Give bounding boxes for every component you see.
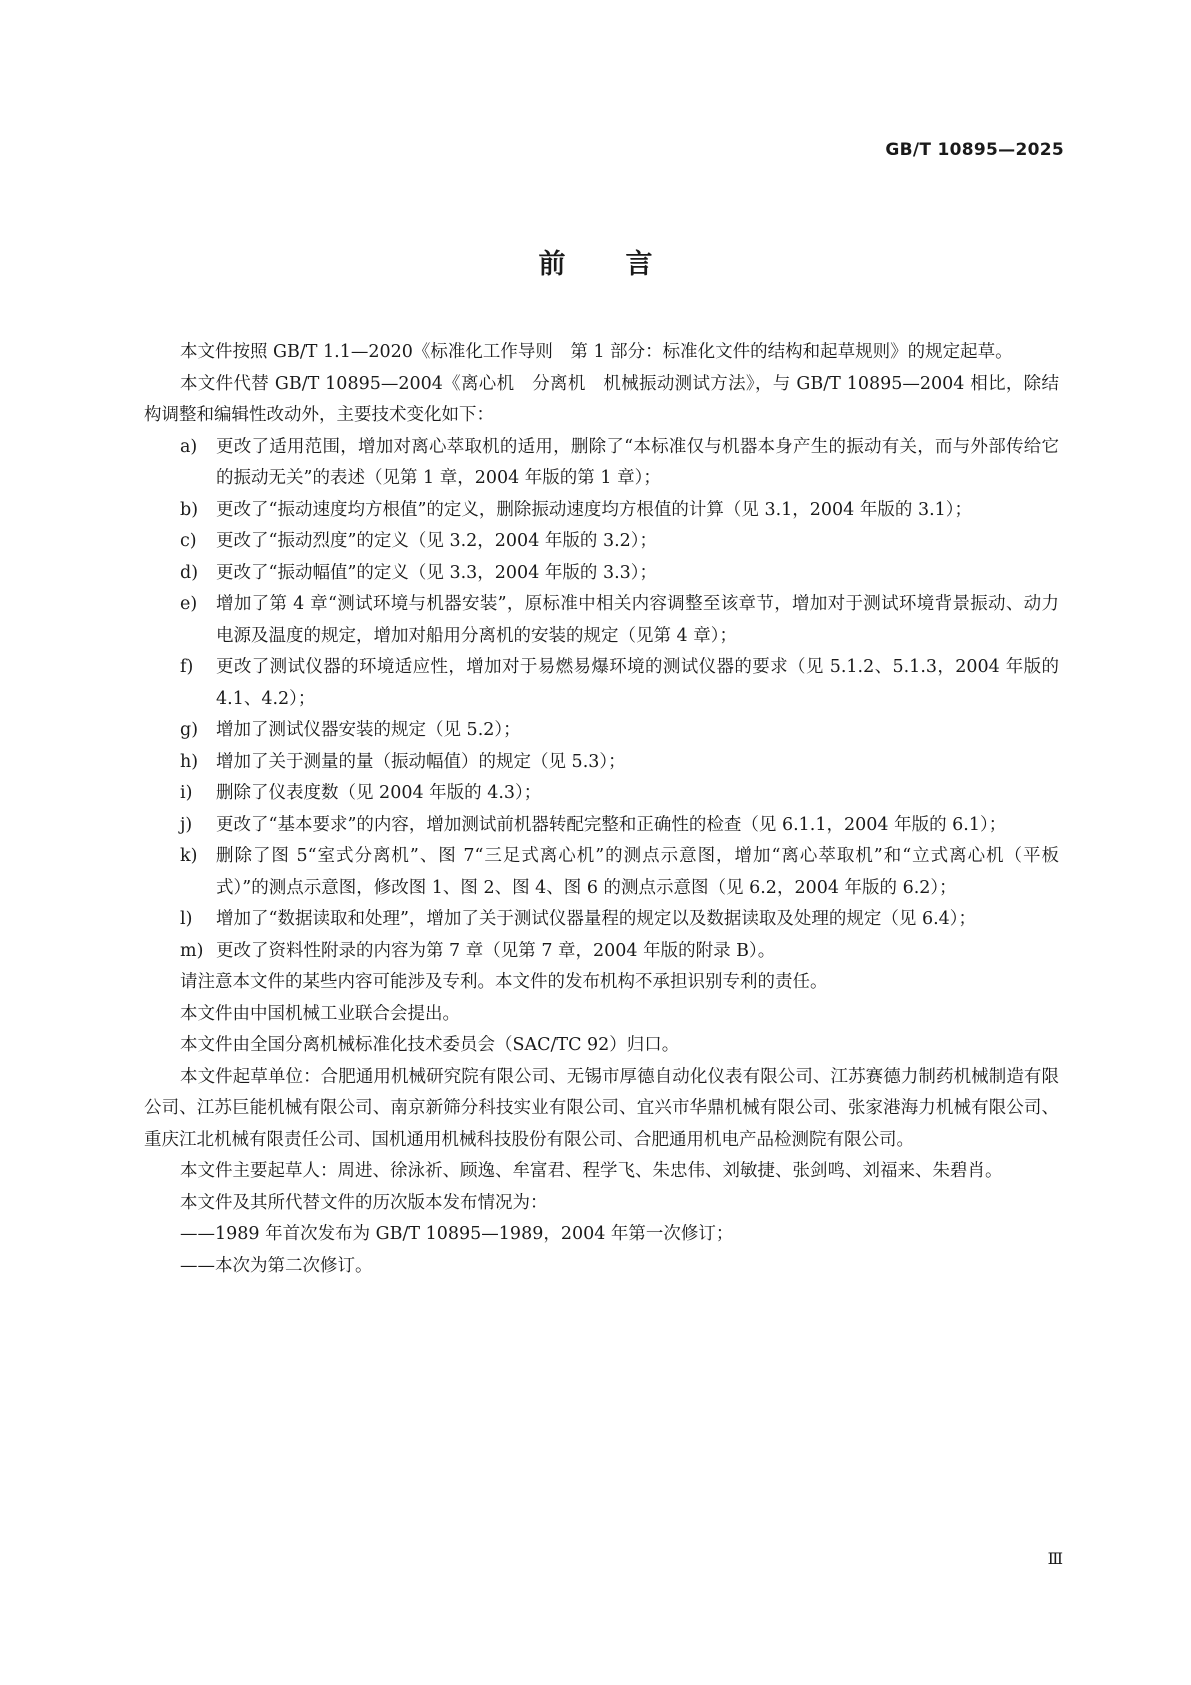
list-item bbox=[144, 526, 1059, 558]
list-item-text: 增加了关于测量的量（振动幅值）的规定（见 5.3）； bbox=[216, 751, 626, 772]
list-item bbox=[144, 778, 1059, 810]
list-marker: h) bbox=[180, 751, 199, 772]
list-item bbox=[144, 589, 1059, 652]
committee-statement: 本文件由全国分离机械标准化技术委员会（SAC/TC 92）归口。 bbox=[180, 1035, 680, 1055]
list-item-text: 删除了仪表度数（见 2004 年版的 4.3）； bbox=[216, 783, 542, 803]
list-item-text: 更改了“振动速度均方根值”的定义，删除振动速度均方根值的计算（见 3.1，2004 年版的 3.1）； bbox=[216, 499, 973, 520]
drafters: 本文件主要起草人：周进、徐泳祈、顾逸、牟富君、程学飞、朱忠伟、刘敏捷、张剑鸣、刘福来、朱碧肖。 bbox=[180, 1161, 1003, 1181]
list-item bbox=[144, 747, 1059, 779]
list-item bbox=[144, 432, 1059, 495]
list-item-text: 增加了第 4 章“测试环境与机器安装”，原标准中相关内容调整至该章节，增加对于测试环境背景振动、动力电源及温度的规定，增加对船用分离机的安装的规定（见第 4 章）； bbox=[216, 594, 1059, 646]
list-item bbox=[144, 810, 1059, 842]
list-item-text: 更改了“振动烈度”的定义（见 3.2，2004 年版的 3.2）； bbox=[216, 531, 658, 551]
list-marker: a) bbox=[180, 436, 198, 457]
list-item bbox=[144, 495, 1059, 527]
list-marker: k) bbox=[180, 846, 198, 866]
version-history-intro: 本文件及其所代替文件的历次版本发布情况为： bbox=[180, 1192, 548, 1213]
proposer-statement: 本文件由中国机械工业联合会提出。 bbox=[180, 1003, 460, 1024]
list-marker: b) bbox=[180, 499, 199, 520]
technical-changes-list bbox=[144, 432, 1059, 968]
list-marker: c) bbox=[180, 531, 197, 551]
list-item bbox=[144, 841, 1059, 904]
list-marker: j) bbox=[180, 814, 193, 835]
list-item-text: 增加了测试仪器安装的规定（见 5.2）； bbox=[216, 720, 521, 740]
document-body bbox=[144, 337, 1059, 1282]
list-item-text: 更改了“基本要求”的内容，增加测试前机器转配完整和正确性的检查（见 6.1.1，2004 年版的 6.1）； bbox=[216, 814, 1007, 835]
list-item-text: 更改了适用范围，增加对离心萃取机的适用，删除了“本标准仅与机器本身产生的振动有关，而与外部传给它的振动无关”的表述（见第 1 章，2004 年版的第 1 章）； bbox=[216, 436, 1059, 488]
list-marker: m) bbox=[180, 940, 204, 961]
list-item bbox=[144, 904, 1059, 936]
version-history-item: ——1989 年首次发布为 GB/T 10895—1989，2004 年第一次修订； bbox=[180, 1224, 734, 1244]
list-item-text: 增加了“数据读取和处理”，增加了关于测试仪器量程的规定以及数据读取及处理的规定（见 6.4）； bbox=[216, 909, 977, 929]
version-history-item: ——本次为第二次修订。 bbox=[180, 1255, 373, 1276]
list-item-text: 删除了图 5“室式分离机”、图 7“三足式离心机”的测点示意图，增加“离心萃取机”和“立式离心机（平板式）”的测点示意图，修改图 1、图 2、图 4、图 6 的测点示意图（见 6.2，2004 年版的 6.2）； bbox=[216, 846, 1059, 898]
intro-paragraph-replacement: 本文件代替 GB/T 10895—2004《离心机 分离机 机械振动测试方法》，与 GB/T 10895—2004 相比，除结构调整和编辑性改动外，主要技术变化如下： bbox=[144, 373, 1059, 425]
list-item bbox=[144, 652, 1059, 715]
list-marker: l) bbox=[180, 909, 193, 929]
list-marker: i) bbox=[180, 783, 193, 803]
standard-code: GB/T 10895—2025 bbox=[885, 140, 1064, 160]
page-number: Ⅲ bbox=[1047, 1549, 1063, 1568]
list-marker: e) bbox=[180, 594, 198, 614]
list-item-text: 更改了测试仪器的环境适应性，增加对于易燃易爆环境的测试仪器的要求（见 5.1.2、5.1.3，2004 年版的 4.1、4.2）； bbox=[216, 657, 1059, 709]
list-marker: g) bbox=[180, 720, 199, 740]
list-item bbox=[144, 936, 1059, 968]
list-item bbox=[144, 715, 1059, 747]
list-marker: f) bbox=[180, 657, 194, 677]
list-item bbox=[144, 558, 1059, 590]
patent-notice: 请注意本文件的某些内容可能涉及专利。本文件的发布机构不承担识别专利的责任。 bbox=[180, 972, 828, 992]
intro-paragraph-drafting: 本文件按照 GB/T 1.1—2020《标准化工作导则 第 1 部分：标准化文件的结构和起草规则》的规定起草。 bbox=[180, 342, 1013, 362]
list-item-text: 更改了“振动幅值”的定义（见 3.3，2004 年版的 3.3）； bbox=[216, 562, 658, 583]
list-marker: d) bbox=[180, 562, 199, 583]
list-item-text: 更改了资料性附录的内容为第 7 章（见第 7 章，2004 年版的附录 B）。 bbox=[216, 940, 776, 961]
drafting-organizations: 本文件起草单位：合肥通用机械研究院有限公司、无锡市厚德自动化仪表有限公司、江苏赛德力制药机械制造有限公司、江苏巨能机械有限公司、南京新筛分科技实业有限公司、宜兴市华鼎机械有限公司、张家港海力机械有限公司、重庆江北机械有限责任公司、国机通用机械科技股份有限公司、合肥通用机电产品检测院有限公司。 bbox=[144, 1066, 1059, 1150]
page-title: 前言 bbox=[538, 249, 713, 280]
